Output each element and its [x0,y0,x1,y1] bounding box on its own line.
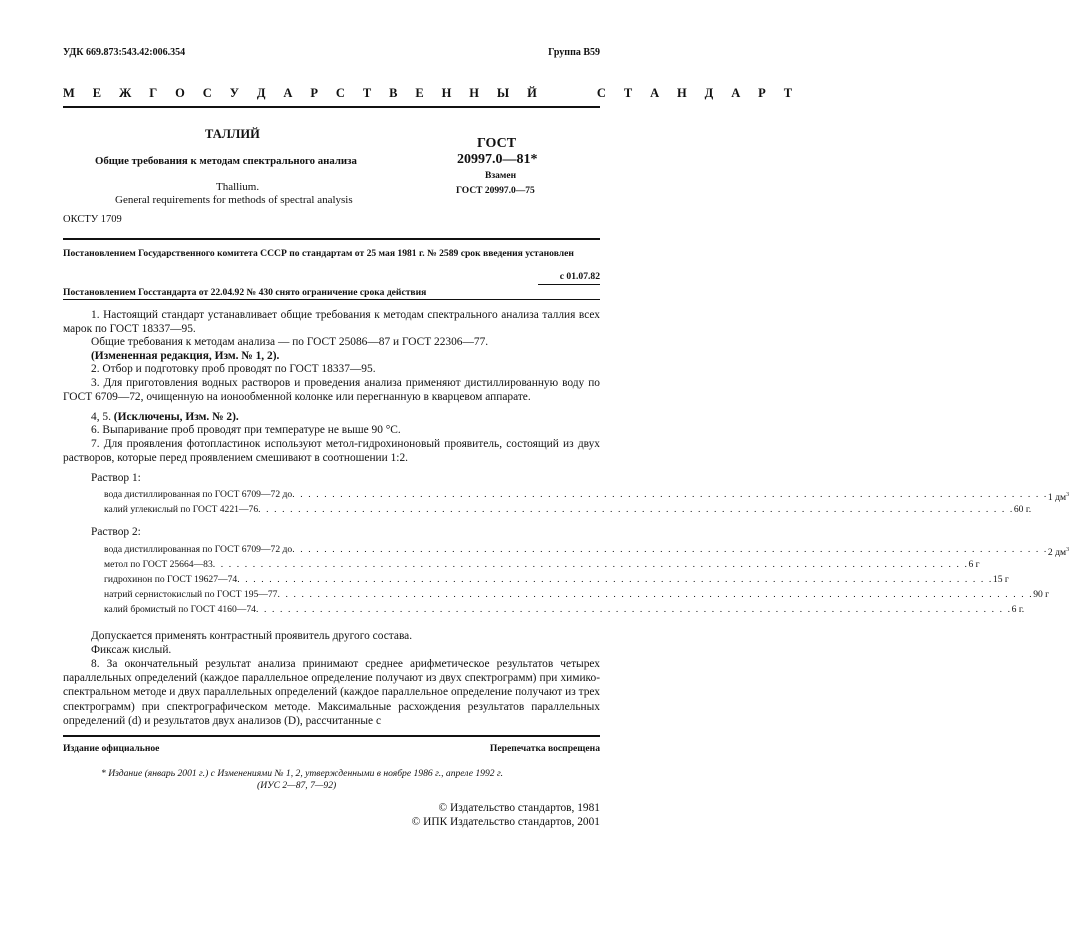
en-subtitle: General requirements for methods of spectral analysis [115,194,353,206]
ingredient-qty: 1 $дм^3$ [1047,492,1069,504]
standard-banner [63,86,800,101]
solution2-row [104,603,1025,617]
banner-rule [63,106,600,108]
en-title: Thallium. [216,181,260,193]
paragraph-3: 3. Для приготовления водных растворов и проведения анализа применяют дистиллированную воду по ГОСТ 6709—72, очищенную на ионообменной колонке или перегнанную в кварцевом аппарате. [63,377,600,404]
ingredient-qty: 90 г [1033,589,1050,600]
edition-note-ius: (ИУС 2—87, 7—92) [257,780,337,791]
group-code: Группа В59 [548,47,600,58]
title-rule [63,238,600,240]
paragraph-1b: Общие требования к методам анализа — по ГОСТ 25086—87 и ГОСТ 22306—77. [91,336,489,348]
udk-code: УДК 669.873:543.42:006.354 [63,47,186,58]
ingredient-qty: 60 г. [1013,504,1032,515]
decree-date: с 01.07.82 [559,271,600,282]
copyright-2001: © ИПК Издательство стандартов, 2001 [411,816,600,828]
paragraph-7: 7. Для проявления фотопластинок используют метол-гидрохиноновый проявитель, состоящий из двух растворов, которые перед проявлением смешивают в соотношении 1:2. [63,438,600,465]
ingredient-qty: 2 $дм^3$ [1047,547,1069,559]
decree-rule [63,299,600,300]
ingredient-name: вода дистиллированная по ГОСТ 6709—72 до [104,544,293,555]
ingredient-name: натрий сернистокислый по ГОСТ 195—77 [104,589,278,600]
ingredient-name: метол по ГОСТ 25664—83 [104,559,213,570]
leader-dots [256,603,1012,617]
ingredient-name: гидрохинон по ГОСТ 19627—74 [104,574,238,585]
paragraph-4-5-num: 4, 5. [91,411,111,423]
ingredient-qty: 15 г [992,574,1009,585]
decree-date-underline [538,284,600,285]
gost-number: 20997.0—81* [457,152,538,167]
decree-line2: Постановлением Госстандарта от 22.04.92 № 430 снято ограничение срока действия [63,287,427,298]
ingredient-name: вода дистиллированная по ГОСТ 6709—72 до [104,489,293,500]
leader-dots [292,488,1048,502]
official-edition: Издание официальное [63,743,160,754]
paragraph-8: 8. За окончательный результат анализа принимают среднее арифметическое результатов четырех параллельных определений (каждое параллельное определение получают из двух спектрограмм) при химико-спектральном методе и двух параллельных определений (каждое параллельное определение получают из трех спектрограмм) при спектрографическом методе. Максимальные расхождения результатов параллельных определений (d) и результатов двух анализов (D), рассчитанные с [63,658,600,727]
replaces-value: ГОСТ 20997.0—75 [456,186,535,196]
paragraph-fixer: Фиксаж кислый. [91,644,172,656]
leader-dots [213,558,969,572]
banner-text: М Е Ж Г О С У Д А Р С Т В Е Н Н Ы Й С Т А Н Д А Р Т [63,86,800,100]
gost-label: ГОСТ [477,136,517,151]
solution1-row [104,503,1032,517]
solution1-row [104,488,1069,504]
paragraph-2: 2. Отбор и подготовку проб проводят по ГОСТ 18337—95. [91,363,376,375]
edition-note: * Издание (январь 2001 г.) с Изменениями № 1, 2, утвержденными в ноябре 1986 г., апреле 1992 г. [101,768,503,779]
ingredient-name: калий бромистый по ГОСТ 4160—74 [104,604,256,615]
doc-subtitle: Общие требования к методам спектрального анализа [95,155,357,167]
solution2-row [104,588,1050,602]
leader-dots [258,503,1014,517]
okstu: ОКСТУ 1709 [63,214,122,225]
copyright-1981: © Издательство стандартов, 1981 [438,802,600,814]
replaces-label: Взамен [485,171,517,181]
ingredient-qty: 6 г. [1011,604,1025,615]
footer-rule [63,735,600,737]
paragraph-1: 1. Настоящий стандарт устанавливает общие требования к методам спектрального анализа таллия всех марок по ГОСТ 18337—95. [63,309,600,336]
leader-dots [277,588,1033,602]
paragraph-contrast: Допускается применять контрастный проявитель другого состава. [91,630,413,642]
solution2-row [104,558,980,572]
solution1-label: Раствор 1: [91,472,141,484]
paragraph-6: 6. Выпаривание проб проводят при температуре не выше 90 °С. [91,424,401,436]
solution2-row [104,573,1009,587]
ingredient-name: калий углекислый по ГОСТ 4221—76 [104,504,259,515]
ingredient-qty: 6 г [968,559,980,570]
paragraph-1c: (Измененная редакция, Изм. № 1, 2). [91,350,280,362]
decree-line1: Постановлением Государственного комитета СССР по стандартам от 25 мая 1981 г. № 2589 срок введения установлен [63,248,574,259]
paragraph-4-5-text: (Исключены, Изм. № 2). [113,411,239,423]
leader-dots [237,573,993,587]
doc-title: ТАЛЛИЙ [205,127,260,141]
leader-dots [292,543,1048,557]
solution2-label: Раствор 2: [91,526,141,538]
solution2-row [104,543,1069,559]
reprint-prohibited: Перепечатка воспрещена [489,743,600,754]
